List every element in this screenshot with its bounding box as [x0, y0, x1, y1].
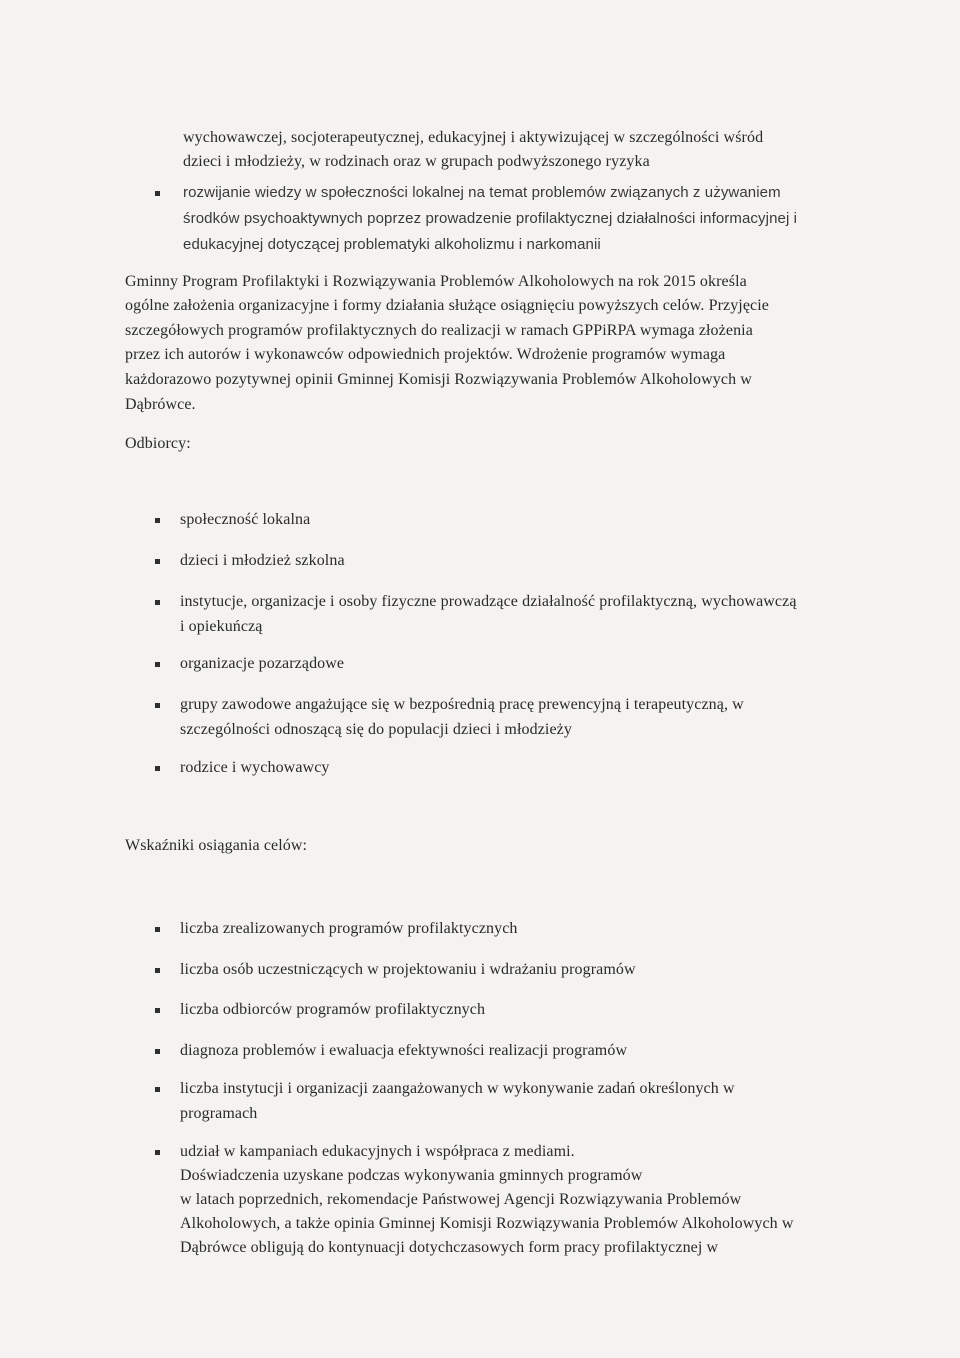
bullet-marker	[155, 1049, 160, 1054]
list-item: organizacje pozarządowe	[180, 655, 345, 672]
bullet-marker	[155, 559, 160, 564]
list-item: liczba zrealizowanych programów profilaktycznych	[180, 920, 518, 937]
list-item: rodzice i wychowawcy	[180, 759, 330, 776]
text-line: edukacyjnej dotyczącej problematyki alkoholizmu i narkomanii	[183, 236, 601, 253]
bullet-marker	[155, 1087, 160, 1092]
paragraph-line: szczegółowych programów profilaktycznych do realizacji w ramach GPPiRPA wymaga złożenia	[125, 322, 753, 339]
list-item: Alkoholowych, a także opinia Gminnej Komisji Rozwiązywania Problemów Alkoholowych w	[180, 1215, 794, 1232]
list-item: grupy zawodowe angażujące się w bezpośrednią pracę prewencyjną i terapeutyczną, w	[180, 696, 744, 713]
bullet-marker	[155, 703, 160, 708]
text-line: wychowawczej, socjoterapeutycznej, edukacyjnej i aktywizującej w szczególności wśród	[183, 129, 764, 146]
bullet-marker	[155, 600, 160, 605]
bullet-marker	[155, 662, 160, 667]
paragraph-line: przez ich autorów i wykonawców odpowiednich projektów. Wdrożenie programów wymaga	[125, 346, 726, 363]
bullet-marker	[155, 518, 160, 523]
list-item: i opiekuńczą	[180, 618, 263, 635]
bullet-marker	[155, 1150, 160, 1155]
paragraph-line: ogólne założenia organizacyjne i formy działania służące osiągnięciu powyższych celów. Przyjęcie	[125, 297, 769, 314]
paragraph-line: Dąbrówce.	[125, 396, 196, 413]
list-item: dzieci i młodzież szkolna	[180, 552, 345, 569]
section-heading: Wskaźniki osiągania celów:	[125, 837, 308, 854]
list-item: Doświadczenia uzyskane podczas wykonywania gminnych programów	[180, 1167, 643, 1184]
list-item: liczba osób uczestniczących w projektowaniu i wdrażaniu programów	[180, 961, 636, 978]
list-item: Dąbrówce obligują do kontynuacji dotychczasowych form pracy profilaktycznej w	[180, 1239, 719, 1256]
paragraph-line: każdorazowo pozytywnej opinii Gminnej Komisji Rozwiązywania Problemów Alkoholowych w	[125, 371, 752, 388]
list-item: diagnoza problemów i ewaluacja efektywności realizacji programów	[180, 1042, 628, 1059]
list-item: liczba odbiorców programów profilaktycznych	[180, 1001, 486, 1018]
list-item: instytucje, organizacje i osoby fizyczne prowadzące działalność profilaktyczną, wychowawczą	[180, 593, 797, 610]
list-item: szczególności odnoszącą się do populacji dzieci i młodzieży	[180, 721, 572, 738]
text-line: rozwijanie wiedzy w społeczności lokalnej na temat problemów związanych z używaniem	[183, 184, 781, 201]
section-heading: Odbiorcy:	[125, 435, 191, 452]
bullet-marker	[155, 968, 160, 973]
list-item: w latach poprzednich, rekomendacje Państwowej Agencji Rozwiązywania Problemów	[180, 1191, 742, 1208]
text-line: środków psychoaktywnych poprzez prowadzenie profilaktycznej działalności informacyjnej i	[183, 210, 798, 227]
list-item: programach	[180, 1105, 258, 1122]
list-item: liczba instytucji i organizacji zaangażowanych w wykonywanie zadań określonych w	[180, 1080, 735, 1097]
bullet-marker	[155, 927, 160, 932]
paragraph-line: Gminny Program Profilaktyki i Rozwiązywania Problemów Alkoholowych na rok 2015 określa	[125, 273, 747, 290]
bullet-marker	[155, 191, 160, 196]
bullet-marker	[155, 766, 160, 771]
list-item: udział w kampaniach edukacyjnych i współpraca z mediami.	[180, 1143, 575, 1160]
text-line: dzieci i młodzieży, w rodzinach oraz w grupach podwyższonego ryzyka	[183, 153, 650, 170]
list-item: społeczność lokalna	[180, 511, 311, 528]
bullet-marker	[155, 1008, 160, 1013]
